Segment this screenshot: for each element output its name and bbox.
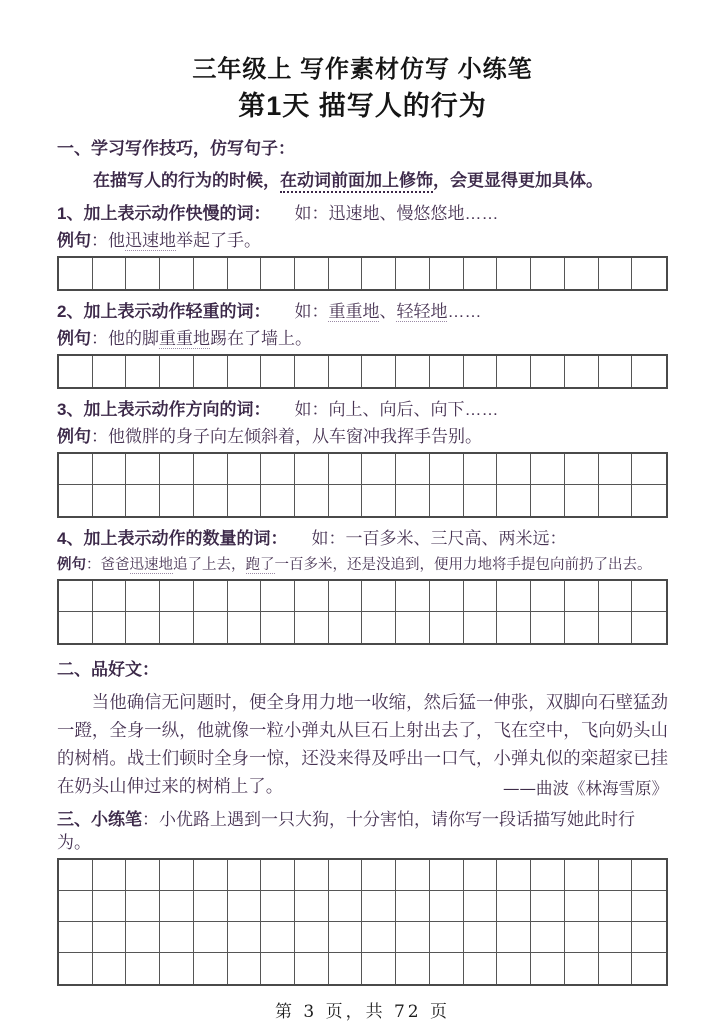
grid-cell bbox=[565, 953, 599, 984]
grid-cell bbox=[430, 860, 464, 891]
section-three-heading bbox=[57, 808, 668, 854]
grid-cell bbox=[228, 258, 262, 289]
grid-cell bbox=[93, 485, 127, 516]
grid-cell bbox=[228, 891, 262, 922]
grid-cell bbox=[632, 860, 666, 891]
writing-grid bbox=[57, 354, 668, 389]
grid-cell bbox=[497, 953, 531, 984]
grid-cell bbox=[160, 612, 194, 643]
grid-cell bbox=[295, 860, 329, 891]
grid-cell bbox=[59, 258, 93, 289]
grid-cell bbox=[565, 258, 599, 289]
underlined-word: 迅速地 bbox=[125, 231, 176, 250]
grid-cell bbox=[93, 953, 127, 984]
grid-cell bbox=[194, 454, 228, 485]
grid-cell bbox=[430, 612, 464, 643]
grid-cell bbox=[599, 356, 633, 387]
grid-cell bbox=[531, 612, 565, 643]
practice-title: 三、小练笔 bbox=[57, 810, 142, 829]
grid-cell bbox=[329, 581, 363, 612]
grid-cell bbox=[126, 258, 160, 289]
text-segment: 如： bbox=[294, 302, 329, 321]
exercise-4-heading bbox=[57, 528, 668, 550]
grid-cell bbox=[194, 356, 228, 387]
grid-cell bbox=[261, 454, 295, 485]
grid-cell bbox=[531, 891, 565, 922]
exercise-4 bbox=[57, 528, 668, 645]
grid-cell bbox=[632, 612, 666, 643]
grid-cell bbox=[228, 356, 262, 387]
grid-cell bbox=[228, 581, 262, 612]
grid-cell bbox=[59, 860, 93, 891]
grid-cell bbox=[93, 891, 127, 922]
grid-cell bbox=[261, 612, 295, 643]
grid-cell bbox=[565, 922, 599, 953]
grid-cell bbox=[531, 581, 565, 612]
text-segment: 一百多米，还是没追到，便用力地将手提包向前扔了出去。 bbox=[274, 557, 652, 573]
grid-cell bbox=[59, 922, 93, 953]
grid-cell bbox=[430, 485, 464, 516]
grid-cell bbox=[396, 860, 430, 891]
grid-cell bbox=[228, 922, 262, 953]
passage-block bbox=[57, 688, 668, 800]
grid-cell bbox=[632, 922, 666, 953]
grid-cell bbox=[632, 891, 666, 922]
example-label: 例句 bbox=[57, 557, 86, 573]
grid-cell bbox=[329, 258, 363, 289]
exercise-2-hint bbox=[294, 302, 481, 321]
underlined-word: 迅速地 bbox=[129, 557, 173, 573]
grid-cell bbox=[126, 581, 160, 612]
grid-cell bbox=[261, 581, 295, 612]
grid-cell bbox=[565, 454, 599, 485]
grid-cell bbox=[632, 485, 666, 516]
grid-cell bbox=[126, 612, 160, 643]
grid-cell bbox=[329, 356, 363, 387]
grid-cell bbox=[228, 454, 262, 485]
grid-cell bbox=[464, 581, 498, 612]
grid-cell bbox=[160, 922, 194, 953]
grid-cell bbox=[160, 891, 194, 922]
text-segment: ：他微胖的身子向左倾斜着，从车窗冲我挥手告别。 bbox=[91, 427, 482, 446]
grid-cell bbox=[295, 485, 329, 516]
grid-cell bbox=[126, 485, 160, 516]
grid-cell bbox=[497, 356, 531, 387]
grid-cell bbox=[329, 922, 363, 953]
grid-cell bbox=[599, 922, 633, 953]
text-segment: 举起了手。 bbox=[176, 231, 261, 250]
writing-grid bbox=[57, 579, 668, 645]
grid-cell bbox=[329, 891, 363, 922]
exercise-4-example bbox=[57, 555, 668, 575]
grid-cell bbox=[531, 953, 565, 984]
grid-cell bbox=[565, 891, 599, 922]
text-segment: 追了上去， bbox=[173, 557, 246, 573]
grid-cell bbox=[531, 860, 565, 891]
grid-cell bbox=[565, 860, 599, 891]
grid-cell bbox=[497, 922, 531, 953]
grid-cell bbox=[362, 612, 396, 643]
grid-cell bbox=[160, 454, 194, 485]
grid-cell bbox=[464, 860, 498, 891]
practice-prompt: ：小优路上遇到一只大狗，十分害怕，请你写一段话描写她此时行为。 bbox=[57, 810, 635, 852]
grid-cell bbox=[329, 485, 363, 516]
grid-cell bbox=[464, 612, 498, 643]
grid-cell bbox=[194, 922, 228, 953]
exercise-4-title: 4、加上表示动作的数量的词： bbox=[57, 529, 288, 548]
grid-cell bbox=[599, 258, 633, 289]
page-footer: 第 3 页，共 72 页 bbox=[274, 1002, 451, 1022]
grid-cell bbox=[430, 581, 464, 612]
exercise-3-hint bbox=[294, 400, 498, 419]
text-segment: ：他 bbox=[91, 231, 125, 250]
grid-cell bbox=[160, 485, 194, 516]
underlined-word: 重重地 bbox=[159, 329, 210, 348]
grid-cell bbox=[599, 860, 633, 891]
section-two-heading: 二、品好文： bbox=[57, 660, 159, 679]
exercise-2-example bbox=[57, 328, 668, 350]
grid-cell bbox=[228, 612, 262, 643]
text-segment: 如：向上、向后、向下…… bbox=[294, 400, 499, 419]
grid-cell bbox=[531, 922, 565, 953]
grid-cell bbox=[194, 258, 228, 289]
passage-attribution: ——曲波《林海雪原》 bbox=[497, 775, 668, 799]
grid-cell bbox=[362, 891, 396, 922]
grid-cell bbox=[632, 454, 666, 485]
grid-cell bbox=[497, 612, 531, 643]
tip-underlined-phrase: 在动词前面加上修饰 bbox=[280, 171, 433, 193]
grid-cell bbox=[261, 485, 295, 516]
grid-cell bbox=[329, 454, 363, 485]
grid-cell bbox=[531, 454, 565, 485]
grid-cell bbox=[362, 258, 396, 289]
grid-cell bbox=[93, 581, 127, 612]
grid-cell bbox=[396, 454, 430, 485]
grid-cell bbox=[93, 612, 127, 643]
grid-cell bbox=[160, 581, 194, 612]
text-segment: 如：一百多米、三尺高、两米远： bbox=[311, 529, 567, 548]
grid-cell bbox=[464, 356, 498, 387]
example-sentence bbox=[86, 557, 652, 574]
exercise-3-heading bbox=[57, 399, 668, 421]
grid-cell bbox=[396, 922, 430, 953]
exercise-3-title: 3、加上表示动作方向的词： bbox=[57, 400, 271, 419]
grid-cell bbox=[497, 581, 531, 612]
grid-cell bbox=[362, 454, 396, 485]
grid-cell bbox=[599, 953, 633, 984]
example-sentence bbox=[91, 329, 312, 349]
grid-cell bbox=[295, 454, 329, 485]
grid-cell bbox=[59, 891, 93, 922]
exercise-1-hint bbox=[294, 204, 498, 223]
underlined-word: 轻轻地 bbox=[396, 302, 448, 321]
grid-cell bbox=[93, 860, 127, 891]
grid-cell bbox=[531, 485, 565, 516]
grid-cell bbox=[194, 860, 228, 891]
grid-cell bbox=[228, 485, 262, 516]
grid-cell bbox=[160, 356, 194, 387]
grid-cell bbox=[362, 581, 396, 612]
grid-cell bbox=[59, 612, 93, 643]
writing-grid bbox=[57, 256, 668, 291]
grid-cell bbox=[464, 454, 498, 485]
grid-cell bbox=[396, 485, 430, 516]
grid-cell bbox=[430, 922, 464, 953]
text-segment: …… bbox=[447, 302, 482, 321]
underlined-word: 重重地 bbox=[328, 302, 380, 321]
grid-cell bbox=[396, 891, 430, 922]
passage-text: 当他确信无问题时，便全身用力地一收缩，然后猛一伸张，双脚向石壁猛劲一蹬，全身一纵，他就像一粒小弹丸从巨石上射出去了，飞在空中，飞向奶头山的树梢。战士们顿时全身一惊，还没来得及呼出一口气，小弹丸似的栾超家已挂在奶头山伸过来的树梢上了。 bbox=[57, 692, 668, 796]
grid-cell bbox=[59, 953, 93, 984]
exercise-1 bbox=[57, 203, 668, 291]
grid-cell bbox=[464, 485, 498, 516]
grid-cell bbox=[295, 891, 329, 922]
grid-cell bbox=[329, 860, 363, 891]
grid-cell bbox=[396, 581, 430, 612]
exercise-1-title: 1、加上表示动作快慢的词： bbox=[57, 204, 271, 223]
grid-cell bbox=[126, 860, 160, 891]
tip-prefix: 在描写人的行为的时候， bbox=[93, 171, 280, 190]
grid-cell bbox=[430, 454, 464, 485]
grid-cell bbox=[362, 953, 396, 984]
grid-cell bbox=[497, 891, 531, 922]
grid-cell bbox=[160, 258, 194, 289]
grid-cell bbox=[160, 953, 194, 984]
grid-cell bbox=[362, 860, 396, 891]
exercise-2-title: 2、加上表示动作轻重的词： bbox=[57, 302, 271, 321]
grid-cell bbox=[632, 581, 666, 612]
grid-cell bbox=[126, 356, 160, 387]
text-segment: ：他的脚 bbox=[91, 329, 159, 348]
text-segment: ：爸爸 bbox=[86, 557, 130, 573]
grid-cell bbox=[599, 891, 633, 922]
grid-cell bbox=[464, 891, 498, 922]
grid-cell bbox=[430, 891, 464, 922]
grid-cell bbox=[632, 953, 666, 984]
grid-cell bbox=[93, 922, 127, 953]
example-label: 例句 bbox=[57, 427, 91, 446]
grid-cell bbox=[93, 454, 127, 485]
grid-cell bbox=[126, 922, 160, 953]
grid-cell bbox=[295, 953, 329, 984]
grid-cell bbox=[295, 356, 329, 387]
exercise-4-hint bbox=[311, 529, 566, 548]
grid-cell bbox=[194, 612, 228, 643]
grid-cell bbox=[295, 612, 329, 643]
grid-cell bbox=[565, 485, 599, 516]
grid-cell bbox=[261, 356, 295, 387]
exercise-1-heading bbox=[57, 203, 668, 225]
grid-cell bbox=[261, 891, 295, 922]
grid-cell bbox=[497, 860, 531, 891]
grid-cell bbox=[228, 953, 262, 984]
grid-cell bbox=[430, 356, 464, 387]
grid-cell bbox=[396, 258, 430, 289]
grid-cell bbox=[464, 953, 498, 984]
grid-cell bbox=[261, 860, 295, 891]
grid-cell bbox=[531, 356, 565, 387]
grid-cell bbox=[497, 454, 531, 485]
grid-cell bbox=[565, 612, 599, 643]
grid-cell bbox=[59, 581, 93, 612]
example-sentence bbox=[91, 427, 482, 446]
grid-cell bbox=[599, 581, 633, 612]
grid-cell bbox=[126, 454, 160, 485]
grid-cell bbox=[194, 953, 228, 984]
grid-cell bbox=[632, 258, 666, 289]
grid-cell bbox=[59, 356, 93, 387]
grid-cell bbox=[430, 258, 464, 289]
grid-cell bbox=[194, 891, 228, 922]
grid-cell bbox=[565, 581, 599, 612]
grid-cell bbox=[93, 258, 127, 289]
grid-cell bbox=[599, 612, 633, 643]
grid-cell bbox=[261, 922, 295, 953]
tip-suffix: ，会更显得更加具体。 bbox=[433, 171, 603, 190]
grid-cell bbox=[261, 953, 295, 984]
grid-cell bbox=[329, 953, 363, 984]
grid-cell bbox=[194, 485, 228, 516]
grid-cell bbox=[295, 922, 329, 953]
grid-cell bbox=[362, 356, 396, 387]
example-sentence bbox=[91, 231, 261, 251]
technique-tip bbox=[57, 169, 668, 193]
grid-cell bbox=[126, 891, 160, 922]
page-title: 三年级上 写作素材仿写 小练笔 bbox=[192, 56, 533, 83]
text-segment: 踢在了墙上。 bbox=[210, 329, 312, 348]
grid-cell bbox=[295, 581, 329, 612]
text-segment: 如：迅速地、慢悠悠地…… bbox=[294, 204, 499, 223]
grid-cell bbox=[93, 356, 127, 387]
grid-cell bbox=[531, 258, 565, 289]
example-label: 例句 bbox=[57, 231, 91, 250]
grid-cell bbox=[228, 860, 262, 891]
grid-cell bbox=[497, 485, 531, 516]
grid-cell bbox=[497, 258, 531, 289]
grid-cell bbox=[329, 612, 363, 643]
exercise-2-heading bbox=[57, 301, 668, 323]
writing-grid bbox=[57, 858, 668, 986]
grid-cell bbox=[632, 356, 666, 387]
page-subtitle: 第1天 描写人的行为 bbox=[238, 91, 487, 121]
exercise-2 bbox=[57, 301, 668, 389]
exercise-3 bbox=[57, 399, 668, 518]
grid-cell bbox=[59, 454, 93, 485]
grid-cell bbox=[464, 258, 498, 289]
example-label: 例句 bbox=[57, 329, 91, 348]
exercise-3-example bbox=[57, 426, 668, 448]
underlined-word: 跑了 bbox=[245, 557, 275, 573]
grid-cell bbox=[599, 454, 633, 485]
exercise-1-example bbox=[57, 230, 668, 252]
grid-cell bbox=[362, 485, 396, 516]
grid-cell bbox=[599, 485, 633, 516]
grid-cell bbox=[396, 953, 430, 984]
grid-cell bbox=[160, 860, 194, 891]
grid-cell bbox=[396, 356, 430, 387]
grid-cell bbox=[59, 485, 93, 516]
section-one-heading: 一、学习写作技巧，仿写句子： bbox=[57, 139, 295, 158]
grid-cell bbox=[396, 612, 430, 643]
grid-cell bbox=[362, 922, 396, 953]
text-segment: 、 bbox=[379, 302, 397, 321]
grid-cell bbox=[565, 356, 599, 387]
grid-cell bbox=[126, 953, 160, 984]
grid-cell bbox=[295, 258, 329, 289]
grid-cell bbox=[430, 953, 464, 984]
grid-cell bbox=[194, 581, 228, 612]
grid-cell bbox=[261, 258, 295, 289]
writing-grid bbox=[57, 452, 668, 518]
grid-cell bbox=[464, 922, 498, 953]
